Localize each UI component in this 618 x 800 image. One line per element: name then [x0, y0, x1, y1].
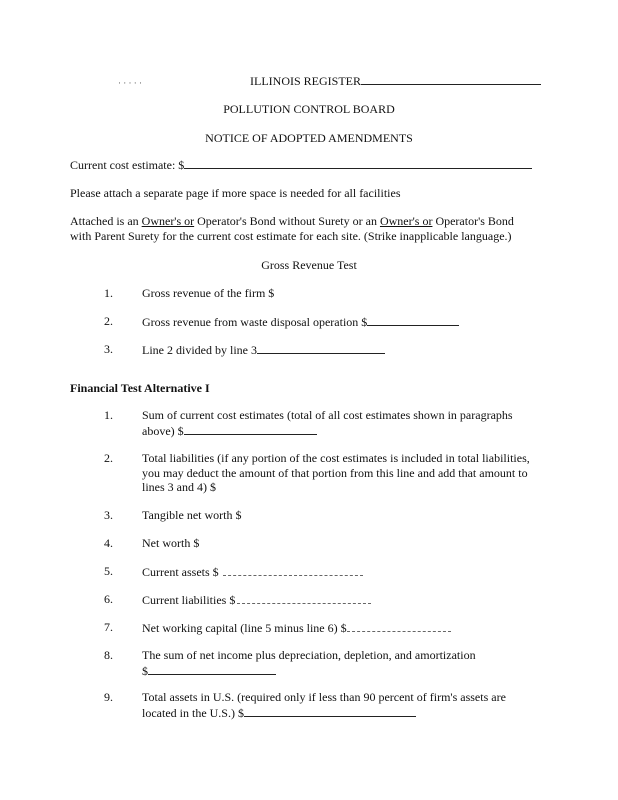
item-number: 1. — [104, 286, 113, 300]
item-number: 3. — [104, 508, 113, 522]
item-text: Tangible net worth $ — [142, 508, 242, 522]
register-title-text: ILLINOIS REGISTER — [250, 74, 361, 88]
attach-note: Please attach a separate page if more space is needed for all facilities — [70, 186, 401, 200]
item-text-line2: above) $ — [142, 424, 184, 438]
item-text-line2: located in the U.S.) $ — [142, 706, 244, 720]
bond-owners-1: Owner's or — [141, 214, 195, 228]
item-blank — [347, 620, 451, 632]
item-text: Gross revenue from waste disposal operation $ — [142, 315, 368, 329]
register-title — [250, 73, 541, 89]
item-blank — [244, 705, 416, 717]
gross-revenue-title: Gross Revenue Test — [261, 258, 357, 272]
item-line — [142, 314, 459, 330]
item-number: 1. — [104, 408, 113, 422]
item-number: 8. — [104, 648, 113, 662]
item-text-line1: Sum of current cost estimates (total of all cost estimates shown in paragraphs — [142, 408, 513, 422]
bond-text-2: Operator's Bond without Surety or an — [194, 214, 380, 228]
item-text-line1: Total assets in U.S. (required only if less than 90 percent of firm's assets are — [142, 690, 506, 704]
item-text: Line 2 divided by line 3 — [142, 343, 257, 357]
bond-line-2: with Parent Surety for the current cost estimate for each site. (Strike inapplicable language.) — [70, 229, 512, 243]
item-number: 5. — [104, 564, 113, 578]
bond-owners-2: Owner's or — [379, 214, 433, 228]
item-line — [142, 564, 363, 580]
item-line — [142, 592, 371, 608]
item-blank — [184, 423, 317, 435]
bond-text-1: Attached is an — [70, 214, 142, 228]
item-line2 — [142, 663, 276, 679]
item-text-line1: Total liabilities (if any portion of the cost estimates is included in total liabilities, — [142, 451, 530, 465]
item-text-line2: $ — [142, 664, 148, 678]
board-title: POLLUTION CONTROL BOARD — [223, 102, 395, 116]
cost-estimate-label: Current cost estimate: $ — [70, 158, 185, 172]
item-number: 3. — [104, 342, 113, 356]
financial-test-title: Financial Test Alternative I — [70, 381, 210, 395]
item-number: 2. — [104, 451, 113, 465]
item-text-line3: lines 3 and 4) $ — [142, 480, 216, 494]
item-blank — [237, 592, 371, 604]
item-text: Current assets $ — [142, 565, 219, 579]
item-text: Current liabilities $ — [142, 593, 236, 607]
bond-line-1 — [70, 214, 514, 229]
item-line2 — [142, 705, 416, 721]
bond-text-3: Operator's Bond — [432, 214, 514, 228]
item-text: Net worth $ — [142, 536, 200, 550]
item-blank — [257, 342, 385, 354]
item-text-line1: The sum of net income plus depreciation, depletion, and amortization — [142, 648, 476, 662]
item-number: 2. — [104, 314, 113, 328]
item-text: Net working capital (line 5 minus line 6) $ — [142, 621, 347, 635]
item-blank — [148, 663, 276, 675]
item-blank — [367, 314, 459, 326]
item-text: Gross revenue of the firm $ — [142, 286, 275, 300]
item-text-line2: you may deduct the amount of that portion from this line and add that amount to — [142, 466, 528, 480]
cost-estimate-line — [70, 157, 532, 173]
header-left-marks: · · · · · — [118, 78, 142, 88]
cost-estimate-blank — [184, 157, 532, 169]
item-number: 6. — [104, 592, 113, 606]
item-number: 7. — [104, 620, 113, 634]
item-number: 9. — [104, 690, 113, 704]
item-line — [142, 342, 385, 358]
item-number: 4. — [104, 536, 113, 550]
register-blank — [361, 73, 541, 85]
item-blank — [223, 564, 363, 576]
notice-title: NOTICE OF ADOPTED AMENDMENTS — [205, 131, 413, 145]
item-line2 — [142, 423, 317, 439]
item-line — [142, 620, 451, 636]
